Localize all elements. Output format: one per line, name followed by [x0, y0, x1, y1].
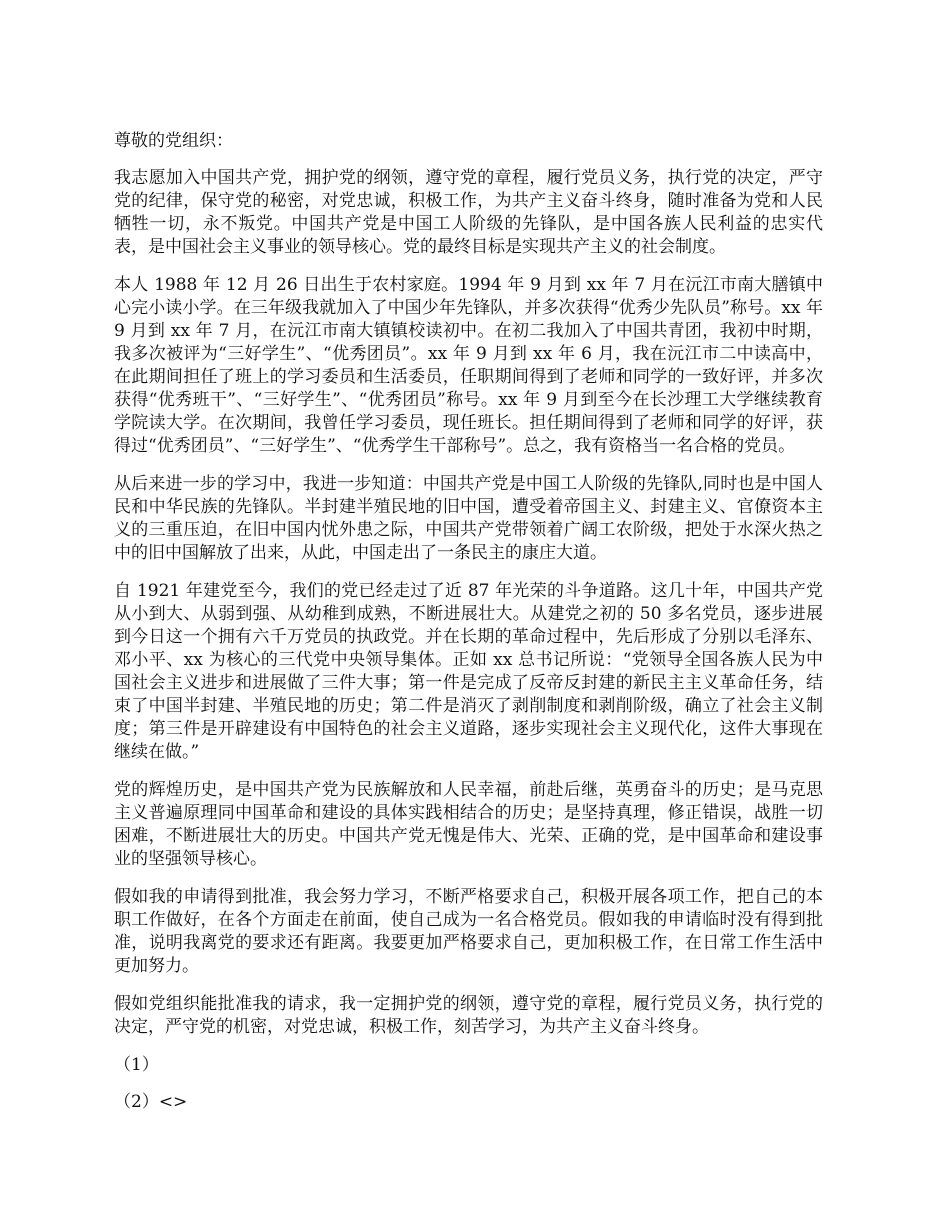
- list-item-1: （1）: [114, 1055, 159, 1075]
- paragraph-3: 从后来进一步的学习中，我进一步知道：中国共产党是中国工人阶级的先锋队,同时也是中国人民和中华民族的先锋队。半封建半殖民地的旧中国，遭受着帝国主义、封建主义、官僚资本主义的三重压迫，在旧中国内忧外患之际，中国共产党带领着广阔工农阶级，把处于水深火热之中的旧中国解放了出来，从此，中国走出了一条民主的康庄大道。: [114, 474, 823, 563]
- paragraph-1: 我志愿加入中国共产党，拥护党的纲领，遵守党的章程，履行党员义务，执行党的决定，严守党的纪律，保守党的秘密，对党忠诚，积极工作，为共产主义奋斗终身，随时准备为党和人民牺牲一切，永不叛党。中国共产党是中国工人阶级的先锋队，是中国各族人民利益的忠实代表，是中国社会主义事业的领导核心。党的最终目标是实现共产主义的社会制度。: [114, 168, 823, 257]
- salutation: 尊敬的党组织：: [114, 131, 233, 151]
- paragraph-7: 假如党组织能批准我的请求，我一定拥护党的纲领，遵守党的章程，履行党员义务，执行党的决定，严守党的机密，对党忠诚，积极工作，刻苦学习，为共产主义奋斗终身。: [114, 994, 823, 1037]
- paragraph-4: 自 1921 年建党至今，我们的党已经走过了近 87 年光荣的斗争道路。这几十年，中国共产党从小到大、从弱到强、从幼稚到成熟，不断进展壮大。从建党之初的 50 多名党员，逐步进展到今日这一个拥有六千万党员的执政党。并在长期的革命过程中，先后形成了分别以毛泽东、邓小平、xx 为核心的三代党中央领导集体。正如 xx 总书记所说：“党领导全国各族人民为中国社会主义进步和进展做了三件大事；第一件是完成了反帝反封建的新民主主义革命任务，结束了中国半封建、半殖民地的历史；第二件是消灭了剥削制度和剥削阶级，确立了社会主义制度；第三件是开辟建设有中国特色的社会主义道路，逐步实现社会主义现代化，这件大事现在继续在做。”: [114, 581, 823, 762]
- paragraph-6: 假如我的申请得到批准，我会努力学习，不断严格要求自己，积极开展各项工作，把自己的本职工作做好，在各个方面走在前面，使自己成为一名合格党员。假如我的申请临时没有得到批准，说明我离党的要求还有距离。我要更加严格要求自己，更加积极工作，在日常工作生活中更加努力。: [114, 887, 823, 976]
- paragraph-5: 党的辉煌历史，是中国共产党为民族解放和人民幸福，前赴后继，英勇奋斗的历史；是马克思主义普遍原理同中国革命和建设的具体实践相结合的历史；是坚持真理，修正错误，战胜一切困难，不断进展壮大的历史。中国共产党无愧是伟大、光荣、正确的党，是中国革命和建设事业的坚强领导核心。: [114, 780, 823, 869]
- paragraph-2: 本人 1988 年 12 月 26 日出生于农村家庭。1994 年 9 月到 xx 年 7 月在沅江市南大膳镇中心完小读小学。在三年级我就加入了中国少年先锋队，并多次获得“优秀少先队员”称号。xx 年 9 月到 xx 年 7 月，在沅江市南大镇镇校读初中。在初二我加入了中国共青团，我初中时期，我多次被评为“三好学生”、“优秀团员”。xx 年 9 月到 xx 年 6 月，我在沅江市二中读高中，在此期间担任了班上的学习委员和生活委员，任职期间得到了老师和同学的一致好评，并多次获得“优秀班干”、“三好学生”、“优秀团员”称号。xx 年 9 月到至今在长沙理工大学继续教育学院读大学。在次期间，我曾任学习委员，现任班长。担任期间得到了老师和同学的好评，获得过“优秀团员”、“三好学生”、“优秀学生干部称号”。总之，我有资格当一名合格的党员。: [114, 275, 823, 456]
- list-item-2: （2）<>: [114, 1092, 188, 1112]
